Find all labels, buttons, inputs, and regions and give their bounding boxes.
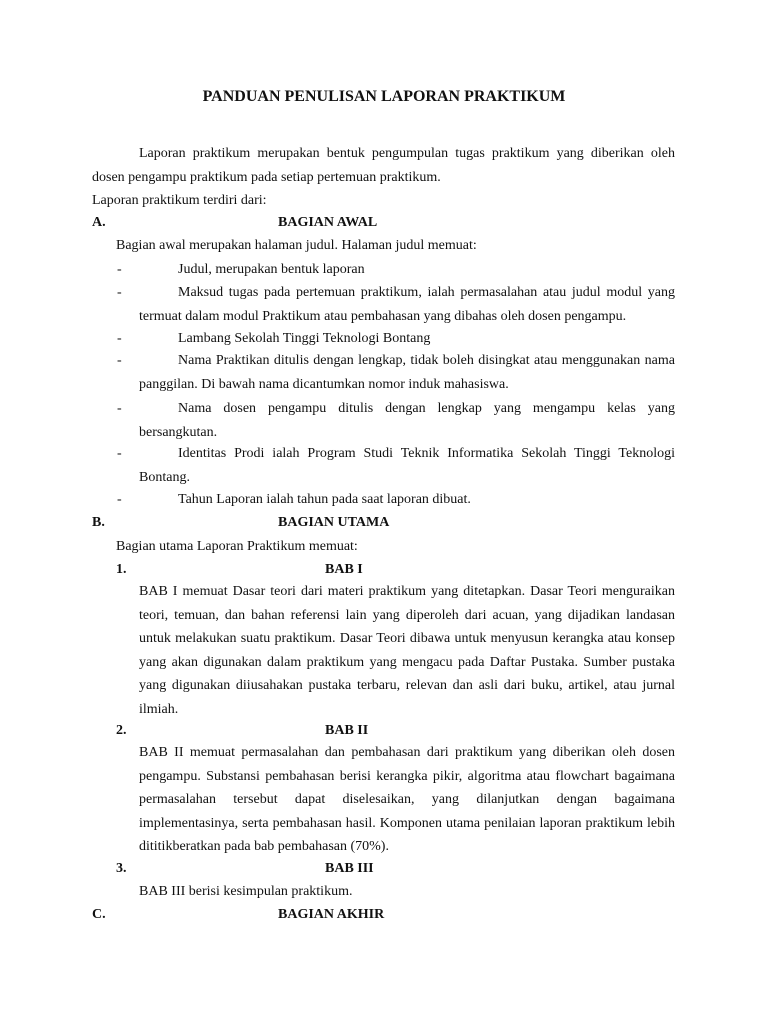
chapter-number: 3. bbox=[116, 861, 127, 876]
bullet-marker: - bbox=[117, 353, 122, 368]
chapter-heading: BAB I bbox=[325, 562, 363, 577]
chapter-text: BAB III berisi kesimpulan praktikum. bbox=[139, 884, 353, 899]
section-a-lead: Bagian awal merupakan halaman judul. Halaman judul memuat: bbox=[116, 238, 477, 253]
bullet-marker: - bbox=[117, 446, 122, 461]
section-a-letter: A. bbox=[92, 215, 106, 230]
chapter-text: BAB I memuat Dasar teori dari materi praktikum yang ditetapkan. Dasar Teori menguraikan teori, temuan, dan bahan referensi lain yang diperoleh dari acuan, yang dijadikan landasan untuk melakukan suatu praktikum. Dasar Teori dibawa untuk menyusun kerangka atau konsep yang akan digunakan dalam praktikum yang mengacu pada Daftar Pustaka. Sumber pustaka yang digunakan diiusahakan pustaka terbaru, relevan dan asli dari buku, artikel, atau jurnal ilmiah. bbox=[139, 584, 675, 717]
bullet-marker: - bbox=[117, 401, 122, 416]
section-a-heading: BAGIAN AWAL bbox=[278, 215, 378, 230]
section-b-lead: Bagian utama Laporan Praktikum memuat: bbox=[116, 539, 358, 554]
section-c-heading: BAGIAN AKHIR bbox=[278, 907, 385, 922]
bullet-marker: - bbox=[117, 331, 122, 346]
section-b-heading: BAGIAN UTAMA bbox=[278, 515, 390, 530]
intro-paragraph: Laporan praktikum merupakan bentuk pengumpulan tugas praktikum yang diberikan oleh dosen pengampu praktikum pada setiap pertemuan praktikum. bbox=[92, 146, 675, 185]
list-item: Nama dosen pengampu ditulis dengan lengkap yang mengampu kelas yang bersangkutan. bbox=[139, 401, 675, 440]
list-item: Maksud tugas pada pertemuan praktikum, ialah permasalahan atau judul modul yang termuat dalam modul Praktikum atau pembahasan yang dibahas oleh dosen pengampu. bbox=[139, 285, 675, 324]
page-title: PANDUAN PENULISAN LAPORAN PRAKTIKUM bbox=[202, 88, 566, 105]
bullet-marker: - bbox=[117, 285, 122, 300]
chapter-text: BAB II memuat permasalahan dan pembahasan dari praktikum yang diberikan oleh dosen pengampu. Substansi pembahasan berisi kerangka pikir, algoritma atau flowchart bagaimana permasalahan tersebut dapat diselesaikan, yang dilanjutkan dengan bagaimana implementasinya, serta pembahasan hasil. Komponen utama penilaian laporan praktikum lebih dititikberatkan pada bab pembahasan (70%). bbox=[139, 745, 675, 854]
section-c-letter: C. bbox=[92, 907, 106, 922]
list-item: Identitas Prodi ialah Program Studi Teknik Informatika Sekolah Tinggi Teknologi Bontang. bbox=[139, 446, 675, 485]
list-item: Tahun Laporan ialah tahun pada saat laporan dibuat. bbox=[178, 492, 471, 507]
bullet-marker: - bbox=[117, 262, 122, 277]
chapter-heading: BAB II bbox=[325, 723, 369, 738]
list-item: Nama Praktikan ditulis dengan lengkap, tidak boleh disingkat atau menggunakan nama panggilan. Di bawah nama dicantumkan nomor induk mahasiswa. bbox=[139, 353, 675, 392]
list-item: Judul, merupakan bentuk laporan bbox=[178, 262, 365, 277]
list-item: Lambang Sekolah Tinggi Teknologi Bontang bbox=[178, 331, 431, 346]
intro-consists-of: Laporan praktikum terdiri dari: bbox=[92, 193, 267, 208]
chapter-number: 2. bbox=[116, 723, 127, 738]
section-b-letter: B. bbox=[92, 515, 105, 530]
chapter-number: 1. bbox=[116, 562, 127, 577]
bullet-marker: - bbox=[117, 492, 122, 507]
chapter-heading: BAB III bbox=[325, 861, 374, 876]
